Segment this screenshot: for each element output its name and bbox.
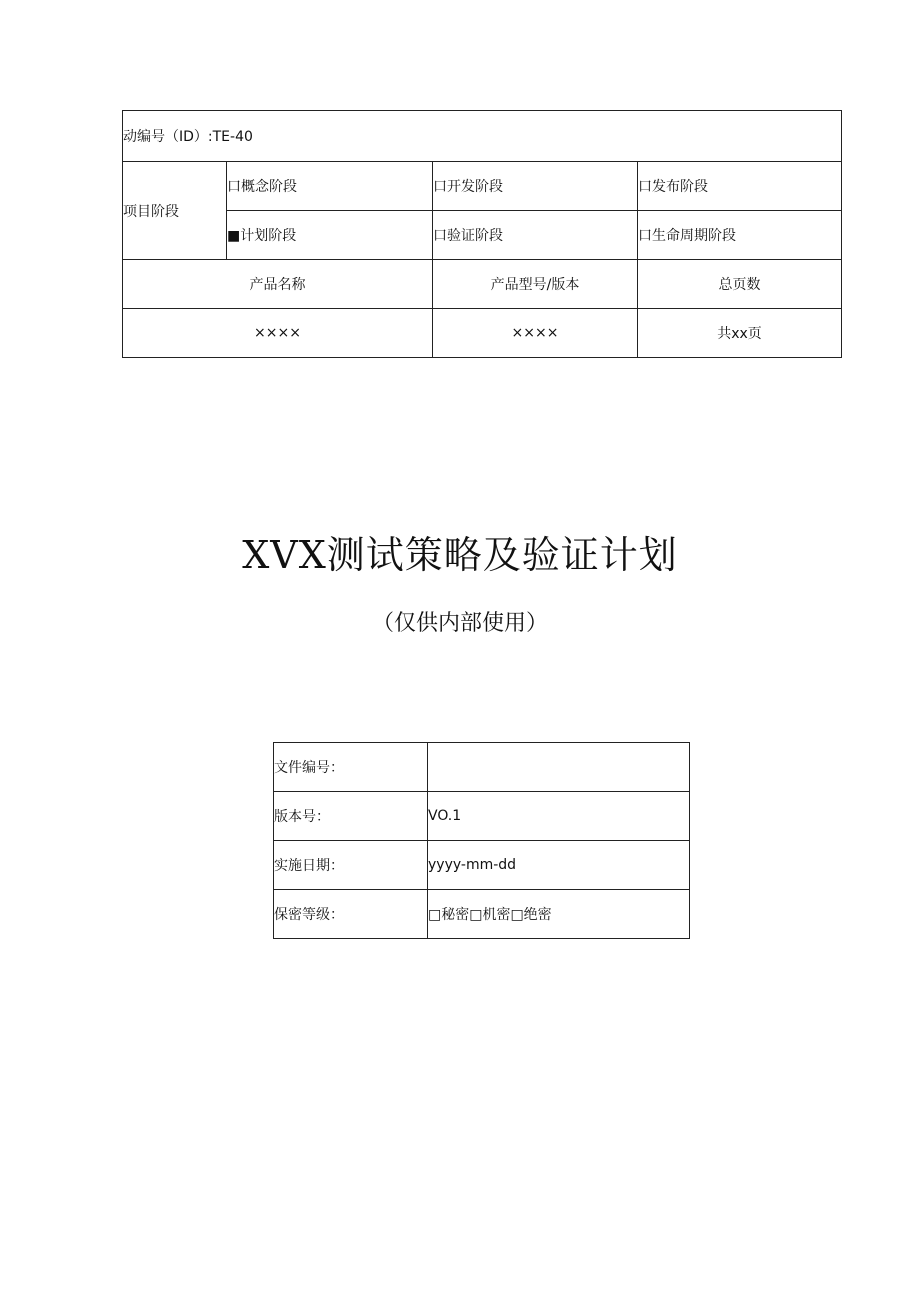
confidentiality-value: □秘密□机密□绝密	[428, 890, 690, 939]
total-pages-header: 总页数	[638, 260, 842, 309]
effective-date-label: 实施日期：	[274, 841, 428, 890]
stage-development: 口开发阶段	[433, 162, 638, 211]
stage-concept: 口概念阶段	[227, 162, 433, 211]
document-title-latin: XVX	[242, 533, 327, 577]
version-label: 版本号：	[274, 792, 428, 841]
product-model-value: ××××	[433, 309, 638, 358]
document-title-cjk: 测试策略及验证计划	[326, 533, 678, 577]
product-model-header: 产品型号/版本	[433, 260, 638, 309]
product-name-header: 产品名称	[123, 260, 433, 309]
product-name-value: ××××	[123, 309, 433, 358]
document-title	[0, 524, 920, 579]
stage-release: 口发布阶段	[638, 162, 842, 211]
stage-lifecycle: 口生命周期阶段	[638, 211, 842, 260]
project-stage-label: 项目阶段	[123, 162, 227, 260]
document-id-cell: 动编号（ID）:TE-40	[123, 111, 842, 162]
stage-verification: 口验证阶段	[433, 211, 638, 260]
document-subtitle: （仅供内部使用）	[371, 611, 548, 636]
document-header-table	[122, 110, 842, 358]
confidentiality-label: 保密等级：	[274, 890, 428, 939]
total-pages-value: 共xx页	[638, 309, 842, 358]
stage-planning: ■计划阶段	[227, 211, 433, 260]
file-number-label: 文件编号：	[274, 743, 428, 792]
version-value: VO.1	[428, 792, 690, 841]
document-info-table	[273, 742, 690, 939]
file-number-value	[428, 743, 690, 792]
effective-date-value: yyyy-mm-dd	[428, 841, 690, 890]
